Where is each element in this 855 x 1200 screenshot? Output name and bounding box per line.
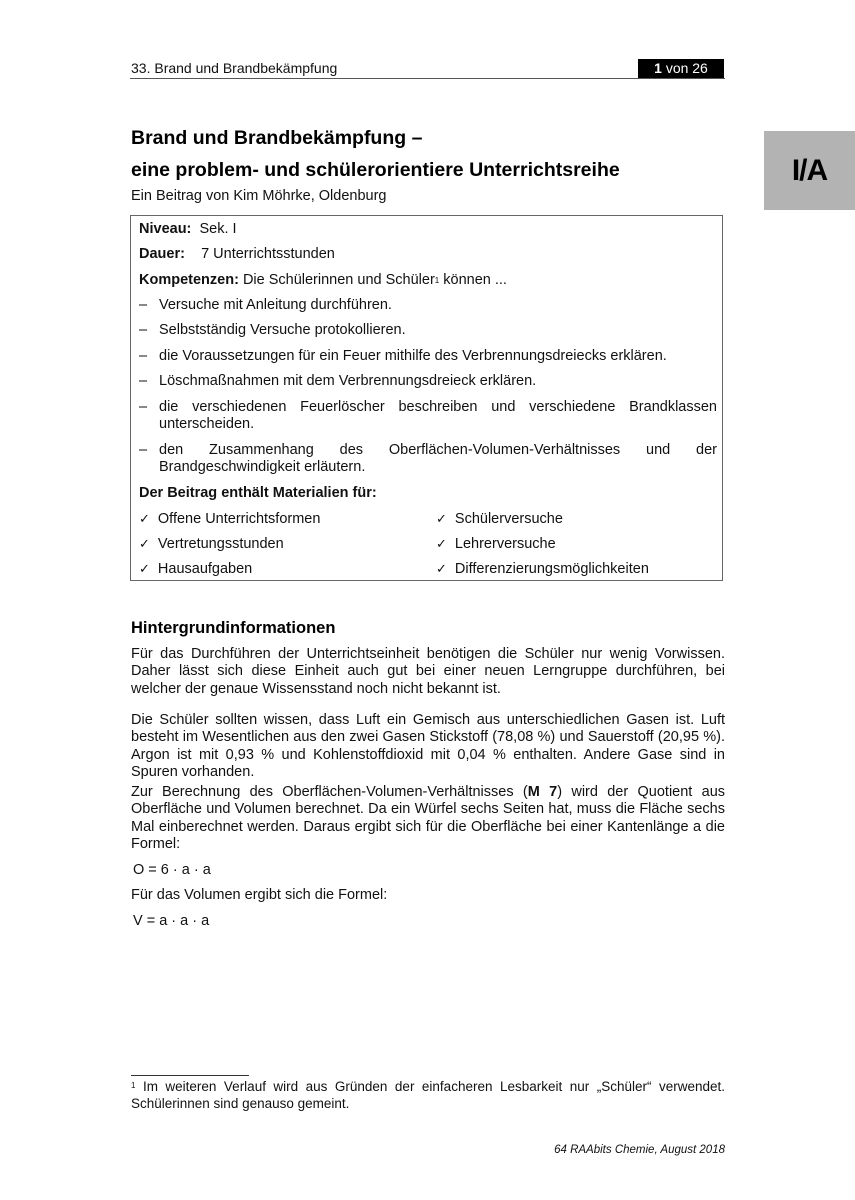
footnote-number: 1 <box>131 1081 136 1090</box>
paragraph: Für das Volumen ergibt sich die Formel: <box>131 887 388 903</box>
article-title-line1: Brand und Brandbekämpfung – <box>131 127 423 149</box>
material-reference: M 7 <box>527 784 558 800</box>
material-item <box>139 535 284 553</box>
competency-item: den Zusammenhang des Oberflächen-Volumen-Verhältnisses und der Brandgeschwindigkeit erläutern. <box>159 442 717 475</box>
competency-item: Selbstständig Versuche protokollieren. <box>159 322 406 338</box>
header-rule <box>130 78 725 79</box>
formula-volume: V = a · a · a <box>133 913 210 929</box>
material-item <box>436 510 563 528</box>
material-item <box>436 560 649 578</box>
footnote-rule <box>131 1075 249 1076</box>
materials-heading: Der Beitrag enthält Materialien für: <box>139 485 377 501</box>
bullet-dash: – <box>139 373 148 389</box>
material-label: Offene Unterrichtsformen <box>157 511 321 527</box>
dauer-row <box>139 246 335 263</box>
competency-item: Versuche mit Anleitung durchführen. <box>159 297 392 313</box>
bullet-dash: – <box>139 297 148 313</box>
niveau-label: Niveau: <box>139 221 192 237</box>
checkmark-icon: ✓ <box>436 536 447 551</box>
bullet-dash: – <box>139 322 148 338</box>
page-indicator <box>638 59 724 78</box>
paragraph: Für das Durchführen der Unterrichtseinheit benötigen die Schüler nur wenig Vorwissen. Daher lässt sich diese Einheit auch gut bei einer neuen Lerngruppe durchführen, bei welcher der genaue Wissensstand noch nicht bekannt ist. <box>131 646 725 697</box>
niveau-value: Sek. I <box>199 221 237 237</box>
section-heading: Hintergrundinformationen <box>131 619 336 637</box>
footnote-text: Im weiteren Verlauf wird aus Gründen der einfacheren Lesbarkeit nur „Schüler“ verwendet. Schülerinnen sind genauso gemeint. <box>131 1079 725 1111</box>
checkmark-icon: ✓ <box>436 511 447 526</box>
footnote <box>131 1078 725 1112</box>
dauer-value: 7 Unterrichtsstunden <box>201 246 335 262</box>
dauer-label: Dauer: <box>139 246 185 262</box>
bullet-dash: – <box>139 348 148 364</box>
article-title-line2: eine problem- und schülerorientiere Unterrichtsreihe <box>131 159 620 181</box>
material-label: Vertretungsstunden <box>157 536 284 552</box>
bullet-dash: – <box>139 399 148 415</box>
paragraph <box>131 784 725 854</box>
checkmark-icon: ✓ <box>139 536 150 551</box>
material-label: Differenzierungsmöglichkeiten <box>454 561 649 577</box>
article-byline: Ein Beitrag von Kim Möhrke, Oldenburg <box>131 188 387 204</box>
running-header-title: 33. Brand und Brandbekämpfung <box>131 60 338 76</box>
formula-surface: O = 6 · a · a <box>133 862 211 878</box>
competency-item: die verschiedenen Feuerlöscher beschreiben und verschiedene Brandklassen unterscheiden. <box>159 399 717 432</box>
material-label: Hausaufgaben <box>157 561 253 577</box>
paragraph-text: ) wird der Quotient aus Oberfläche und Volumen berechnet. Da ein Würfel sechs Seiten hat, muss die Fläche sechs Mal einberechnet werden. Daraus ergibt sich für die Oberfläche bei einer Kantenlänge a die Formel: <box>131 784 726 853</box>
material-item <box>436 535 556 553</box>
kompetenzen-intro: Die Schülerinnen und Schüler <box>242 272 435 288</box>
section-tab: I/A <box>764 131 855 210</box>
page-total: von 26 <box>665 60 708 76</box>
paragraph: Die Schüler sollten wissen, dass Luft ein Gemisch aus unterschiedlichen Gasen ist. Luft besteht im Wesentlichen aus den zwei Gasen Stickstoff (78,08 %) und Sauerstoff (20,95 %). Argon ist mit 0,93 % und Kohlenstoffdioxid mit 0,04 % enthalten. Andere Gase sind in Spuren vorhanden. <box>131 712 725 781</box>
bullet-dash: – <box>139 442 148 458</box>
kompetenzen-row <box>139 272 507 289</box>
checkmark-icon: ✓ <box>139 511 150 526</box>
page-number: 1 <box>654 60 662 76</box>
checkmark-icon: ✓ <box>436 561 447 576</box>
material-label: Lehrerversuche <box>454 536 556 552</box>
competency-item: Löschmaßnahmen mit dem Verbrennungsdreieck erklären. <box>159 373 537 389</box>
paragraph-text: Zur Berechnung des Oberflächen-Volumen-Verhältnisses ( <box>131 784 528 800</box>
material-label: Schülerversuche <box>454 511 563 527</box>
material-item <box>139 560 252 578</box>
kompetenzen-intro-end: können ... <box>443 272 507 288</box>
competency-item: die Voraussetzungen für ein Feuer mithilfe des Verbrennungsdreiecks erklären. <box>159 348 667 364</box>
kompetenzen-label: Kompetenzen: <box>139 272 239 288</box>
publication-footer: 64 RAAbits Chemie, August 2018 <box>554 1144 725 1156</box>
niveau-row <box>139 221 237 238</box>
footnote-ref: 1 <box>434 276 440 285</box>
checkmark-icon: ✓ <box>139 561 150 576</box>
material-item <box>139 510 320 528</box>
